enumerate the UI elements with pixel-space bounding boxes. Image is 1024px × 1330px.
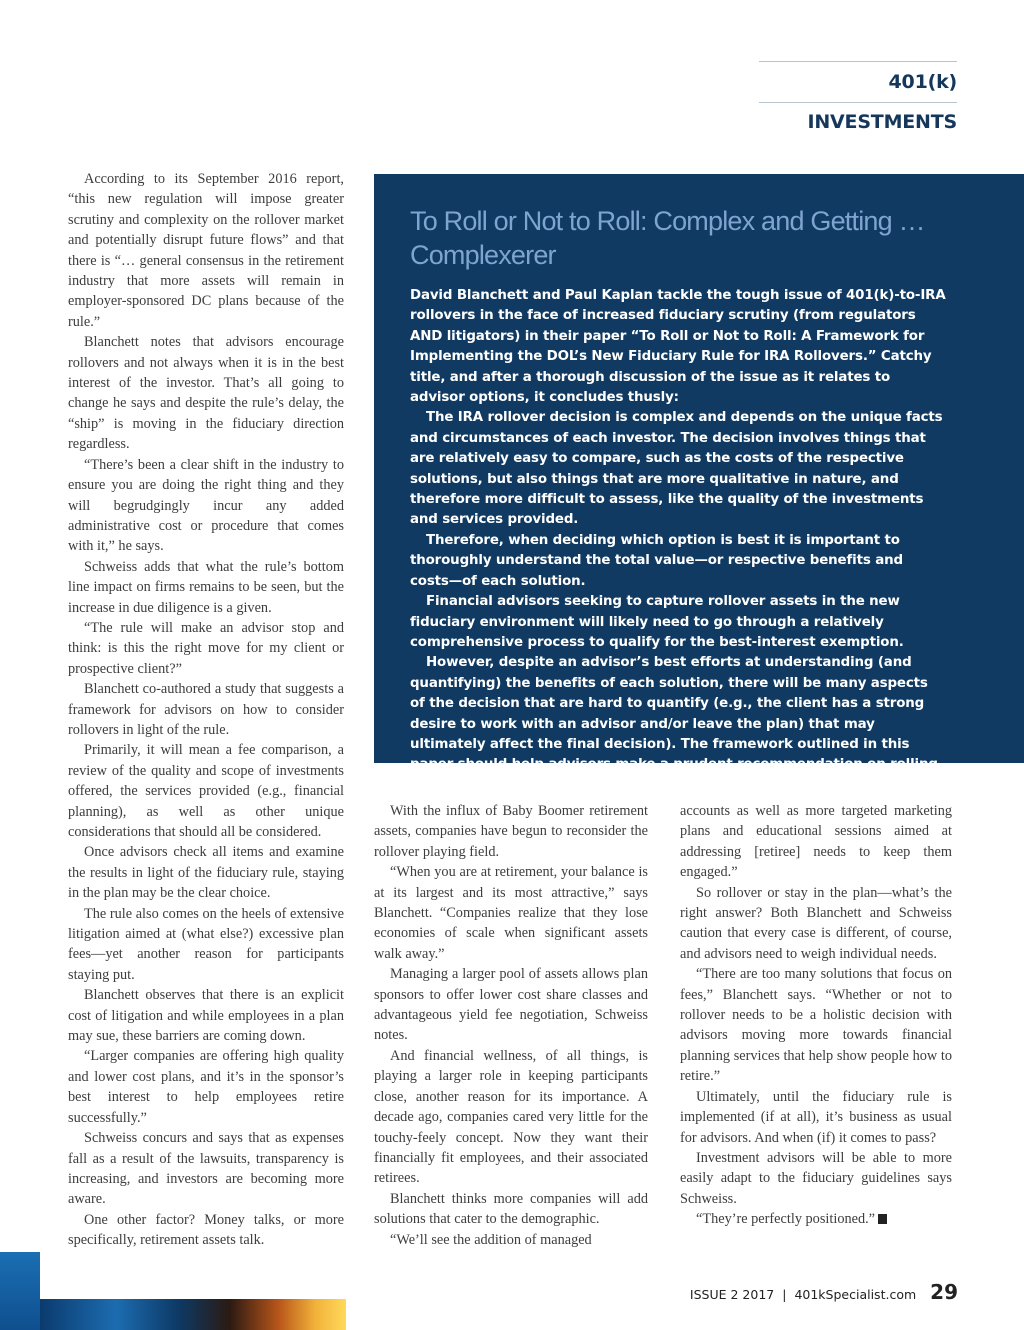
photo-blue-segment [0, 1252, 40, 1330]
paragraph [680, 1209, 952, 1229]
paragraph: accounts as well as more targeted marketing plans and educational sessions aimed at addressing [retiree] needs to keep them engaged.” [680, 803, 952, 881]
article-column-1 [68, 169, 344, 1251]
sidebar-title: To Roll or Not to Roll: Complex and Getting … Complexerer [410, 206, 925, 270]
sidebar-intro: David Blanchett and Paul Kaplan tackle the tough issue of 401(k)-to-IRA rollovers in the face of increased fiduciary scrutiny (from regulators AND litigators) in their paper “To Roll or Not to Roll: A Framework for Implementing the DOL’s New Fiduciary Rule for IRA Rollovers.” Catchy title, and after a thorough discussion of the issue as it relates to advisor options, it concludes thusly: [410, 288, 946, 406]
paragraph: Managing a larger pool of assets allows plan sponsors to offer lower cost share classes and advantageous yield fee negotiation, Schweiss notes. [374, 966, 648, 1044]
footer-separator: | [782, 1287, 787, 1302]
website-link[interactable]: 401kSpecialist.com [794, 1287, 917, 1302]
paragraph: “We’ll see the addition of managed [390, 1231, 592, 1248]
section-label: 401(k) INVESTMENTS [759, 61, 957, 103]
paragraph: Blanchett notes that advisors encourage rollovers and not always when it is in the best interest of the investor. That’s all going to change he says and despite the rule’s delay, the “ship” is moving in the fiduciary direction regardless. [68, 334, 344, 453]
paragraph: “The rule will make an advisor stop and think: is this the right move for my client or prospective client?” [68, 619, 344, 677]
paragraph: And financial wellness, of all things, is playing a larger role in keeping participants close, another reason for its importance. A decade ago, companies cared very little for the touchy-feely concept. Now they want their financially fit employees, and their associated retirees. [374, 1047, 648, 1187]
sidebar-body [410, 286, 946, 796]
paragraph: Schweiss concurs and says that as expenses fall as a result of the lawsuits, transparency is increasing, and investors are becoming more aware. [68, 1130, 344, 1208]
sidebar-quote-paragraph: Therefore, when deciding which option is best it is important to thoroughly understand the total value—or respective benefits and costs—of each solution. [410, 532, 903, 589]
paragraph: Ultimately, until the fiduciary rule is implemented (if at all), it’s business as usual for advisors. And when (if) it comes to pass? [680, 1088, 952, 1146]
paragraph: Primarily, it will mean a fee comparison, a review of the quality and scope of investments offered, the services provided (e.g., financial planning), as well as other unique considerations that should all be considered. [68, 742, 344, 840]
sidebar-quote-paragraph: Financial advisors seeking to capture rollover assets in the new fiduciary environment will likely need to go through a relatively comprehensive process to qualify for the best-interest exemption. [410, 594, 904, 650]
paragraph: Investment advisors will be able to more easily adapt to the fiduciary guidelines says Schweiss. [680, 1149, 952, 1207]
article-column-3 [680, 801, 952, 1230]
paragraph: “Larger companies are offering high quality and lower cost plans, and it’s in the sponsor’s best interest to help employees retire successfully.” [68, 1048, 344, 1126]
issue-label: ISSUE 2 2017 [689, 1287, 775, 1302]
paragraph: “There are too many solutions that focus on fees,” Blanchett says. “Whether or not to rollover needs to be a holistic decision with advisors moving more towards financial planning services that help show people how to retire.” [680, 966, 952, 1085]
closing-quote: “They’re perfectly positioned.” [696, 1211, 876, 1228]
paragraph: Blanchett co-authored a study that suggests a framework for advisors on how to consider rollovers in light of the rule. [68, 681, 344, 738]
paragraph: Blanchett observes that there is an explicit cost of litigation and while employees in a plan may sue, these barriers are coming down. [68, 987, 344, 1045]
sidebar-quote-paragraph: The IRA rollover decision is complex and depends on the unique facts and circumstances of each investor. The decision involves things that are relatively easy to compare, such as the costs of the respective solutions, but also things that are more qualitative in nature, and therefore more difficult to assess, like the quality of the investments and services provided. [410, 410, 943, 528]
paragraph: “There’s been a clear shift in the industry to ensure you are doing the right thing and they will begrudgingly incur any added administrative cost or procedure that comes with it,” he says. [68, 456, 344, 555]
paragraph: Once advisors check all items and examine the results in light of the fiduciary rule, staying in the plan may be the clear choice. [68, 844, 344, 902]
sidebar-box [374, 174, 1024, 793]
end-mark-icon [878, 1214, 887, 1224]
page-number: 29 [930, 1280, 958, 1304]
paragraph: One other factor? Money talks, or more specifically, retirement assets talk. [68, 1211, 344, 1249]
decorative-photo [0, 1252, 346, 1330]
paragraph: Schweiss adds that what the rule’s bottom line impact on firms remains to be seen, but the increase in due diligence is a given. [68, 558, 344, 616]
paragraph: According to its September 2016 report, “this new regulation will impose greater scrutiny and complexity on the rollover market and potentially disrupt future flows” and that there is “… general consensus in the retirement industry that more assets will remain in employer-sponsored DC plans because of the rule.” [68, 171, 344, 330]
paragraph: With the influx of Baby Boomer retirement assets, companies have begun to reconsider the rollover playing field. [374, 803, 648, 860]
paragraph: So rollover or stay in the plan—what’s the right answer? Both Blanchett and Schweiss caution that every case is different, of course, and advisors need to weigh individual needs. [680, 884, 952, 962]
paragraph: “When you are at retirement, your balance is at its largest and its most attractive,” says Blanchett. “Companies realize that they lose economies of scale when significant assets walk away.” [374, 864, 648, 962]
article-column-2 [374, 801, 648, 1250]
page-footer [690, 1280, 958, 1310]
paragraph: The rule also comes on the heels of extensive litigation aimed at (what else?) excessive plan fees—yet another reason for participants staying put. [68, 905, 344, 983]
photo-strip [40, 1299, 346, 1330]
sidebar-quote-paragraph: However, despite an advisor’s best efforts at understanding (and quantifying) the benefits of each solution, there will be many aspects of the decision that are hard to quantify (e.g., the client has a strong desire to work with an advisor and/or leave the plan) that may ultimately affect the final decision). The framework outlined in this paper should help advisors make a prudent recommendation on rolling over DC assets into an IRA, meeting the new fiduciary standard. [410, 655, 938, 793]
paragraph: Blanchett thinks more companies will add solutions that cater to the demographic. [374, 1190, 648, 1228]
